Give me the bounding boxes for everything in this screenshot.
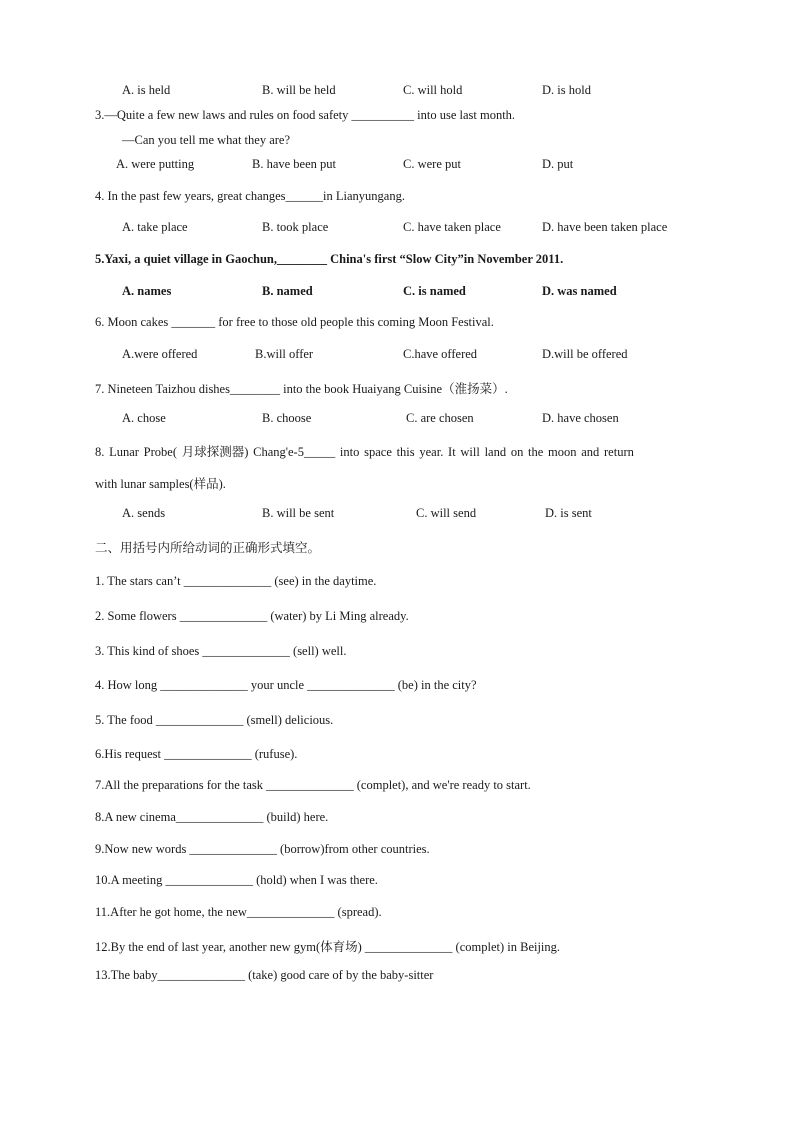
q4-options <box>0 220 794 238</box>
q3-stem: 3.—Quite a few new laws and rules on food safety __________ into use last month. <box>95 108 516 122</box>
q5-stem: 5.Yaxi, a quiet village in Gaochun,________ China's first “Slow City”in November 2011. <box>95 252 564 266</box>
fill-item-10: 10.A meeting ______________ (hold) when I was there. <box>95 873 378 887</box>
q7-option-c[interactable]: C. are chosen <box>406 411 474 425</box>
fill-item-11: 11.After he got home, the new______________ (spread). <box>95 905 382 919</box>
q6-stem: 6. Moon cakes _______ for free to those old people this coming Moon Festival. <box>95 315 494 329</box>
fill-item-6: 6.His request ______________ (rufuse). <box>95 747 298 761</box>
q7-option-d[interactable]: D. have chosen <box>542 411 619 425</box>
fill-item-4: 4. How long ______________ your uncle ______________ (be) in the city? <box>95 678 477 692</box>
fill-item-1: 1. The stars can’t ______________ (see) in the daytime. <box>95 574 377 588</box>
q7-option-b[interactable]: B. choose <box>262 411 312 425</box>
q4-option-b[interactable]: B. took place <box>262 220 329 234</box>
q7-options <box>0 411 794 429</box>
q2-options <box>0 83 794 101</box>
fill-item-5: 5. The food ______________ (smell) delicious. <box>95 713 334 727</box>
q6-options <box>0 347 794 365</box>
q2-option-b[interactable]: B. will be held <box>262 83 336 97</box>
q8-option-a[interactable]: A. sends <box>122 506 166 520</box>
q3-option-b[interactable]: B. have been put <box>252 157 337 171</box>
q4-option-a[interactable]: A. take place <box>122 220 188 234</box>
q8-option-b[interactable]: B. will be sent <box>262 506 335 520</box>
q8-option-d[interactable]: D. is sent <box>545 506 592 520</box>
q6-option-a[interactable]: A.were offered <box>122 347 198 361</box>
fill-item-8: 8.A new cinema______________ (build) here. <box>95 810 329 824</box>
q3-reply: —Can you tell me what they are? <box>122 133 290 147</box>
section2-title: 二、用括号内所给动词的正确形式填空。 <box>95 540 321 555</box>
q4-option-d[interactable]: D. have been taken place <box>542 220 668 234</box>
fill-item-7: 7.All the preparations for the task ______________ (complet), and we're ready to start. <box>95 778 531 792</box>
q6-option-d[interactable]: D.will be offered <box>542 347 628 361</box>
q5-options <box>0 284 794 302</box>
q5-option-a[interactable]: A. names <box>122 284 172 298</box>
q2-option-a[interactable]: A. is held <box>122 83 171 97</box>
q7-stem: 7. Nineteen Taizhou dishes________ into the book Huaiyang Cuisine（淮扬菜）. <box>95 382 508 396</box>
q8-stem: 8. Lunar Probe( 月球探测器) Chang'e-5_____ into space this year. It will land on the moon and return <box>95 445 634 459</box>
q6-option-c[interactable]: C.have offered <box>403 347 478 361</box>
fill-item-13: 13.The baby______________ (take) good care of by the baby-sitter <box>95 968 434 982</box>
q8-options <box>0 506 794 524</box>
q2-option-d[interactable]: D. is hold <box>542 83 591 97</box>
q3-option-a[interactable]: A. were putting <box>116 157 195 171</box>
q5-option-d[interactable]: D. was named <box>542 284 617 298</box>
q4-option-c[interactable]: C. have taken place <box>403 220 501 234</box>
q3-option-c[interactable]: C. were put <box>403 157 461 171</box>
q5-option-b[interactable]: B. named <box>262 284 313 298</box>
q4-stem: 4. In the past few years, great changes______in Lianyungang. <box>95 189 405 203</box>
q3-option-d[interactable]: D. put <box>542 157 574 171</box>
q3-options <box>0 157 794 175</box>
q2-option-c[interactable]: C. will hold <box>403 83 463 97</box>
q5-option-c[interactable]: C. is named <box>403 284 466 298</box>
fill-item-12: 12.By the end of last year, another new gym(体育场) ______________ (complet) in Beijing. <box>95 940 561 954</box>
fill-item-2: 2. Some flowers ______________ (water) by Li Ming already. <box>95 609 409 623</box>
q6-option-b[interactable]: B.will offer <box>255 347 314 361</box>
q7-option-a[interactable]: A. chose <box>122 411 166 425</box>
q8-option-c[interactable]: C. will send <box>416 506 477 520</box>
fill-item-9: 9.Now new words ______________ (borrow)from other countries. <box>95 842 430 856</box>
fill-item-3: 3. This kind of shoes ______________ (sell) well. <box>95 644 347 658</box>
q8-stem-continued: with lunar samples(样品). <box>95 477 226 491</box>
